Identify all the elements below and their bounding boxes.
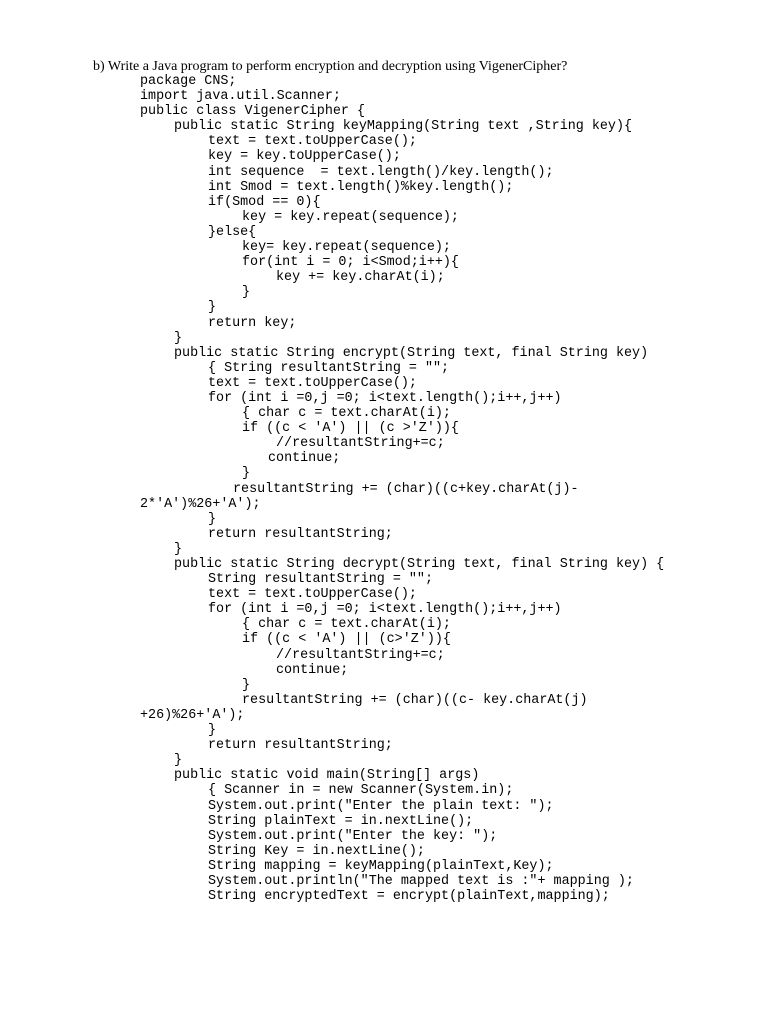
code-line: if ((c < 'A') || (c >'Z')){ bbox=[242, 421, 459, 437]
code-line: String mapping = keyMapping(plainText,Key); bbox=[208, 858, 554, 874]
code-line: continue; bbox=[268, 451, 341, 467]
code-line: +26)%26+'A'); bbox=[140, 707, 245, 723]
code-line: } bbox=[174, 330, 183, 346]
code-line: } bbox=[242, 677, 251, 693]
code-line: } bbox=[208, 511, 217, 527]
code-line: } bbox=[242, 466, 251, 482]
code-line: //resultantString+=c; bbox=[276, 436, 445, 452]
code-line: resultantString += (char)((c+key.charAt(j)- bbox=[233, 481, 579, 497]
code-line: System.out.println("The mapped text is :"+ mapping ); bbox=[208, 873, 634, 889]
code-line: { Scanner in = new Scanner(System.in); bbox=[208, 783, 514, 799]
code-line: //resultantString+=c; bbox=[276, 647, 445, 663]
code-line: } bbox=[174, 753, 183, 769]
code-line: System.out.print("Enter the plain text: "); bbox=[208, 798, 554, 814]
code-line: System.out.print("Enter the key: "); bbox=[208, 828, 498, 844]
code-line: continue; bbox=[276, 662, 349, 678]
code-line: text = text.toUpperCase(); bbox=[208, 375, 417, 391]
code-line: int sequence = text.length()/key.length(); bbox=[208, 164, 554, 180]
code-line: if ((c < 'A') || (c>'Z')){ bbox=[242, 632, 451, 648]
code-line: key = key.repeat(sequence); bbox=[242, 209, 459, 225]
code-line: String resultantString = ""; bbox=[208, 572, 433, 588]
code-line: return key; bbox=[208, 315, 297, 331]
code-line: package CNS; bbox=[140, 74, 237, 89]
code-line: return resultantString; bbox=[208, 738, 393, 754]
code-line: } bbox=[174, 541, 183, 557]
code-line: public static String keyMapping(String text ,String key){ bbox=[174, 119, 633, 135]
code-line: String encryptedText = encrypt(plainText,mapping); bbox=[208, 889, 610, 905]
code-line: import java.util.Scanner; bbox=[140, 89, 341, 105]
code-line: { char c = text.charAt(i); bbox=[242, 406, 451, 422]
code-block bbox=[0, 74, 768, 904]
code-line: String plainText = in.nextLine(); bbox=[208, 813, 474, 829]
code-line: if(Smod == 0){ bbox=[208, 194, 321, 210]
code-line: key += key.charAt(i); bbox=[276, 270, 445, 286]
code-line: String Key = in.nextLine(); bbox=[208, 843, 425, 859]
code-line: resultantString += (char)((c- key.charAt(j) bbox=[242, 692, 588, 708]
code-line: return resultantString; bbox=[208, 526, 393, 542]
code-line: } bbox=[208, 300, 217, 316]
code-line: } bbox=[208, 723, 217, 739]
code-line: public static String encrypt(String text, final String key) bbox=[174, 345, 649, 361]
code-line: key= key.repeat(sequence); bbox=[242, 240, 451, 256]
code-line: text = text.toUpperCase(); bbox=[208, 587, 417, 603]
code-line: }else{ bbox=[208, 224, 257, 240]
code-line: key = key.toUpperCase(); bbox=[208, 149, 401, 165]
code-line: 2*'A')%26+'A'); bbox=[140, 496, 261, 512]
code-line: int Smod = text.length()%key.length(); bbox=[208, 179, 514, 195]
code-line: public static void main(String[] args) bbox=[174, 768, 480, 784]
code-line: for(int i = 0; i<Smod;i++){ bbox=[242, 255, 459, 271]
code-line: } bbox=[242, 285, 251, 301]
code-line: public class VigenerCipher { bbox=[140, 104, 365, 120]
question-heading: b) Write a Java program to perform encryption and decryption using VigenerCipher? bbox=[93, 59, 568, 74]
code-line: for (int i =0,j =0; i<text.length();i++,j++) bbox=[208, 390, 562, 406]
code-line: for (int i =0,j =0; i<text.length();i++,j++) bbox=[208, 602, 562, 618]
code-line: { String resultantString = ""; bbox=[208, 360, 450, 376]
code-line: { char c = text.charAt(i); bbox=[242, 617, 451, 633]
code-line: text = text.toUpperCase(); bbox=[208, 134, 417, 150]
code-line: public static String decrypt(String text, final String key) { bbox=[174, 557, 665, 572]
